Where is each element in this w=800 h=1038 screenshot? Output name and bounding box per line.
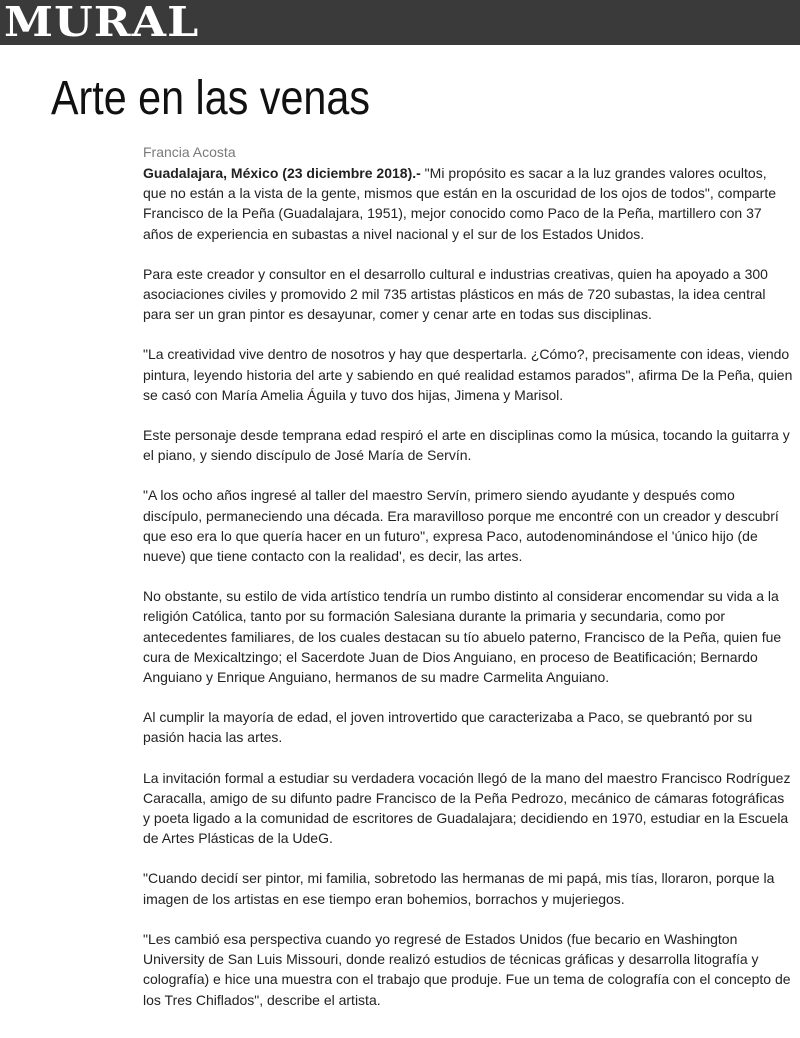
article-headline: Arte en las venas [51, 72, 370, 125]
article-paragraph-7: Al cumplir la mayoría de edad, el joven introvertido que caracterizaba a Paco, se quebrantó por su pasión hacia las artes. [143, 709, 753, 746]
article-paragraph-4: Este personaje desde temprana edad respiró el arte en disciplinas como la música, tocando la guitarra y el piano, y siendo discípulo de José María de Servín. [143, 427, 790, 464]
mural-logo[interactable]: MURAL [4, 0, 200, 46]
article-paragraph-3: "La creatividad vive dentro de nosotros y hay que despertarla. ¿Cómo?, precisamente con ideas, viendo pintura, leyendo historia del arte y sabiendo en qué realidad estamos parados", afirma De la Peña, quien se casó con María Amelia Águila y tuvo dos hijas, Jimena y Marisol. [143, 346, 793, 403]
dateline: Guadalajara, México (23 diciembre 2018).- [143, 165, 421, 181]
author-byline: Francia Acosta [143, 144, 236, 160]
masthead [0, 0, 800, 45]
article-body [143, 142, 793, 1030]
article-paragraph-6: No obstante, su estilo de vida artístico tendría un rumbo distinto al considerar encomendar su vida a la religión Católica, tanto por su formación Salesiana durante la primaria y secundaria, como por antecedentes familiares, de los cuales destacan su tío abuelo paterno, Francisco de la Peña, quien fue cura de Mexicaltzingo; el Sacerdote Juan de Dios Anguiano, en proceso de Beatificación; Bernardo Anguiano y Enrique Anguiano, hermanos de su madre Carmelita Anguiano. [143, 588, 782, 686]
article-paragraph-10: "Les cambió esa perspectiva cuando yo regresé de Estados Unidos (fue becario en Washington University de San Luis Missouri, donde realizó estudios de técnicas gráficas y desarrolla litografía y colografía) e hice una muestra con el trabajo que produje. Fue un tema de colografía con el concepto de los Tres Chiflados", describe el artista. [143, 930, 791, 1008]
article-paragraph-5: "A los ocho años ingresé al taller del maestro Servín, primero siendo ayudante y después como discípulo, permaneciendo una década. Era maravilloso porque me encontré con un creador y descubrí que eso era lo que quería hacer en un futuro", expresa Paco, autodenominándose el 'único hijo (de nueve) que tiene contacto con la realidad', es decir, las artes. [143, 487, 779, 565]
article-paragraph-1 [143, 163, 793, 244]
paragraph-text: "Mi propósito es sacar a la luz grandes valores ocultos, que no están a la vista de la gente, mismos que están en la oscuridad de los ojos de todos", comparte Francisco de la Peña (Guadalajara, 1951), mejor conocido como Paco de la Peña, martillero con 37 años de experiencia en subastas a nivel nacional y el sur de los Estados Unidos. [143, 165, 777, 242]
article-paragraph-2: Para este creador y consultor en el desarrollo cultural e industrias creativas, quien ha apoyado a 300 asociaciones civiles y promovido 2 mil 735 artistas plásticos en más de 720 subastas, la idea central para ser un gran pintor es desayunar, comer y cenar arte en todas sus disciplinas. [143, 265, 768, 323]
article-paragraph-9: "Cuando decidí ser pintor, mi familia, sobretodo las hermanas de mi papá, mis tías, lloraron, porque la imagen de los artistas en ese tiempo eran bohemios, borrachos y mujeriegos. [143, 870, 775, 907]
article-paragraph-8: La invitación formal a estudiar su verdadera vocación llegó de la mano del maestro Francisco Rodríguez Caracalla, amigo de su difunto padre Francisco de la Peña Pedrozo, mecánico de cámaras fotográficas y poeta ligado a la comunidad de escritores de Guadalajara; decidiendo en 1970, estudiar en la Escuela de Artes Plásticas de la UdeG. [143, 769, 791, 847]
